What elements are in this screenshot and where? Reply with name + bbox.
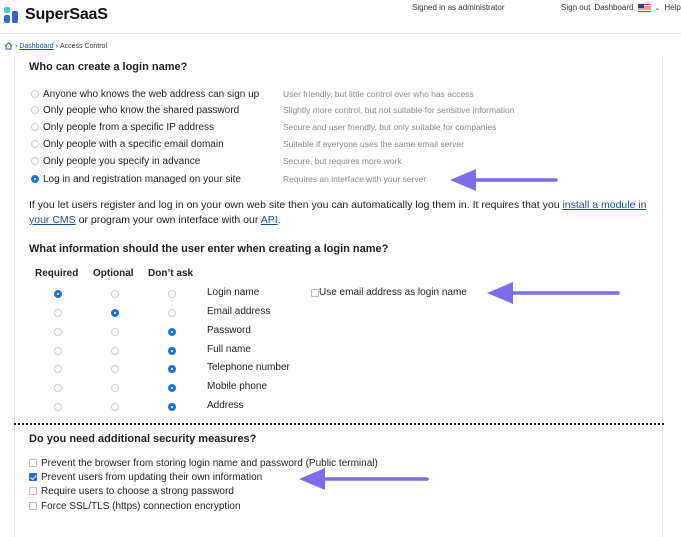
security-option-label: Require users to choose a strong password <box>41 485 234 497</box>
login-option-description: Requires an interface with your server <box>283 174 427 184</box>
info-text: . <box>277 214 281 226</box>
login-option-label: Only people with a specific email domain <box>43 138 224 150</box>
security-option-label: Prevent the browser from storing login name and password (Public terminal) <box>41 457 378 469</box>
security-title: Do you need additional security measures? <box>29 433 257 445</box>
field-optional-radio[interactable] <box>111 403 119 411</box>
help-link[interactable]: Help <box>664 3 681 12</box>
signed-in-status: Signed in as administrator <box>412 3 505 12</box>
field-dont-ask-radio[interactable] <box>168 384 176 392</box>
field-dont-ask-radio[interactable] <box>168 290 176 298</box>
top-links <box>561 3 681 12</box>
annotation-arrow-icon <box>297 466 429 492</box>
login-option-1[interactable] <box>31 102 239 118</box>
email-as-login-label: Use email address as login name <box>319 287 467 298</box>
user-field-row <box>0 324 681 340</box>
email-as-login-option[interactable] <box>311 287 467 298</box>
user-field-row <box>0 305 681 321</box>
us-flag-icon[interactable] <box>638 4 651 12</box>
field-optional-radio[interactable] <box>111 347 119 355</box>
user-field-label: Address <box>207 400 244 411</box>
user-field-row <box>0 399 681 415</box>
login-option-label: Anyone who knows the web address can sign up <box>43 88 260 100</box>
field-required-radio[interactable] <box>54 403 62 411</box>
email-as-login-checkbox[interactable] <box>311 289 319 297</box>
field-dont-ask-radio[interactable] <box>168 309 176 317</box>
security-option-checkbox[interactable] <box>29 473 37 481</box>
login-option-radio[interactable] <box>31 175 39 183</box>
install-module-link[interactable]: install a module in your CMS <box>29 199 647 226</box>
field-optional-radio[interactable] <box>111 328 119 336</box>
field-dont-ask-radio[interactable] <box>168 403 176 411</box>
login-option-description: Secure and user friendly, but only suitable for companies <box>283 122 497 132</box>
login-option-radio[interactable] <box>31 140 39 148</box>
field-dont-ask-radio[interactable] <box>168 328 176 336</box>
user-field-label: Login name <box>207 287 260 298</box>
user-field-label: Password <box>207 325 251 336</box>
breadcrumb-separator: › <box>15 42 18 50</box>
login-option-label: Only people you specify in advance <box>43 155 201 167</box>
user-field-row <box>0 361 681 377</box>
login-option-description: Secure, but requires more work <box>283 156 402 166</box>
login-option-0[interactable] <box>31 86 259 102</box>
home-icon[interactable] <box>4 42 13 50</box>
brand-name: SuperSaaS <box>25 6 108 23</box>
field-required-radio[interactable] <box>54 384 62 392</box>
login-option-description: User friendly, but little control over who has access <box>283 89 474 99</box>
login-option-radio[interactable] <box>31 106 39 114</box>
login-option-description: Suitable if everyone uses the same email server <box>283 139 464 149</box>
field-optional-radio[interactable] <box>111 290 119 298</box>
security-option-2[interactable] <box>29 484 234 498</box>
annotation-arrow-icon <box>448 167 558 193</box>
field-optional-radio[interactable] <box>111 384 119 392</box>
login-option-label: Log in and registration managed on your site <box>43 173 241 185</box>
security-option-label: Force SSL/TLS (https) connection encryption <box>41 500 241 512</box>
user-field-label: Email address <box>207 306 271 317</box>
login-option-3[interactable] <box>31 136 224 152</box>
field-optional-radio[interactable] <box>111 309 119 317</box>
user-field-label: Mobile phone <box>207 381 268 392</box>
security-option-3[interactable] <box>29 499 241 513</box>
login-option-5[interactable] <box>31 171 241 187</box>
field-required-radio[interactable] <box>54 309 62 317</box>
brand-logo[interactable] <box>4 4 108 26</box>
column-optional: Optional <box>93 268 134 279</box>
column-required: Required <box>35 268 79 279</box>
security-option-label: Prevent users from updating their own information <box>41 471 263 483</box>
annotation-arrow-icon <box>485 280 620 306</box>
top-header <box>0 0 681 34</box>
dashboard-link[interactable]: Dashboard <box>594 3 634 12</box>
field-dont-ask-radio[interactable] <box>168 365 176 373</box>
login-option-label: Only people who know the shared password <box>43 104 240 116</box>
user-field-label: Telephone number <box>207 362 290 373</box>
security-option-checkbox[interactable] <box>29 502 37 510</box>
login-option-description: Slightly more control, but not suitable for sensitive information <box>283 105 515 115</box>
supersaas-logo-icon <box>4 6 20 24</box>
sign-out-link[interactable]: Sign out <box>561 3 591 12</box>
info-text: If you let users register and log in on your own web site then you can automatically log them in. It requires that you <box>29 199 563 211</box>
field-dont-ask-radio[interactable] <box>168 347 176 355</box>
login-option-radio[interactable] <box>31 123 39 131</box>
api-link[interactable]: API <box>260 214 278 226</box>
security-option-1[interactable] <box>29 470 262 484</box>
breadcrumb-dashboard-link[interactable]: Dashboard <box>19 42 54 50</box>
field-required-radio[interactable] <box>54 290 62 298</box>
info-text: or program your own interface with our <box>75 214 261 226</box>
login-option-4[interactable] <box>31 153 200 169</box>
column-dont-ask: Don’t ask <box>148 268 194 279</box>
breadcrumb-current: Access Control <box>59 42 108 50</box>
login-option-label: Only people from a specific IP address <box>43 121 215 133</box>
integration-info <box>29 198 659 228</box>
section-divider <box>14 423 664 425</box>
chevron-down-icon[interactable]: ⌄ <box>654 4 661 12</box>
user-fields-title: What information should the user enter when creating a login name? <box>29 243 389 255</box>
user-field-row <box>0 380 681 396</box>
field-optional-radio[interactable] <box>111 365 119 373</box>
user-field-label: Full name <box>207 344 251 355</box>
login-option-radio[interactable] <box>31 157 39 165</box>
user-field-row <box>0 343 681 359</box>
login-option-2[interactable] <box>31 119 214 135</box>
field-required-radio[interactable] <box>54 328 62 336</box>
breadcrumb-separator: › <box>55 42 58 50</box>
breadcrumb <box>4 42 107 50</box>
field-required-radio[interactable] <box>54 347 62 355</box>
security-option-checkbox[interactable] <box>29 459 37 467</box>
login-creation-title: Who can create a login name? <box>29 61 188 73</box>
login-option-radio[interactable] <box>31 90 39 98</box>
security-option-checkbox[interactable] <box>29 487 37 495</box>
field-required-radio[interactable] <box>54 365 62 373</box>
